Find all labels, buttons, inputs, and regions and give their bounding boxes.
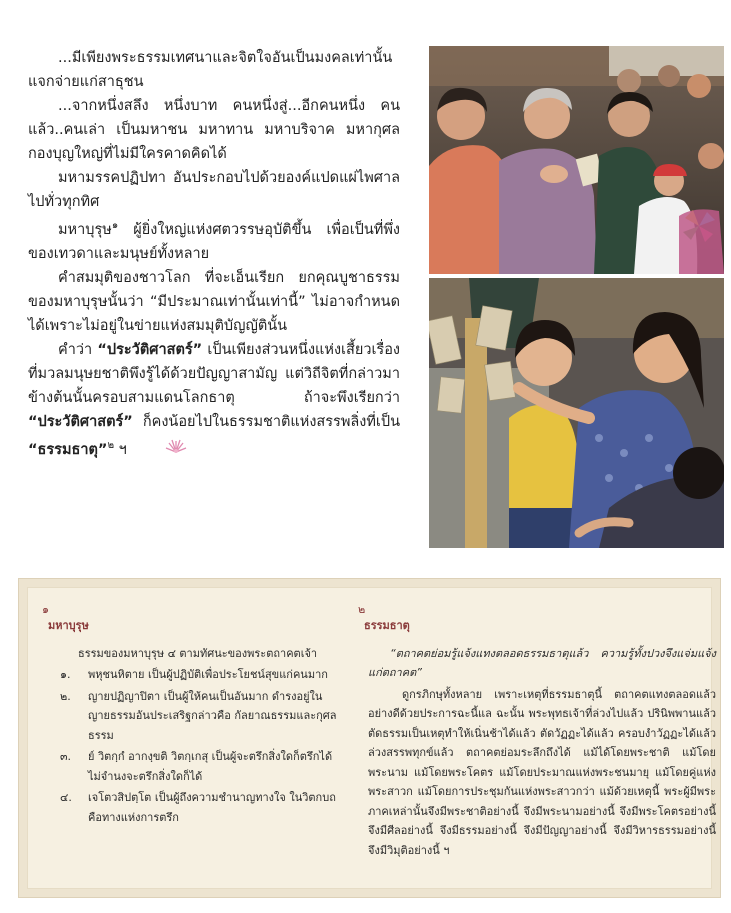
list-item-text: ญายปฏิญาปิตา เป็นผู้ให้คนเป็นอันมาก ดำรงอยู่ในญายธรรมอันประเสริฐกล่าวคือ กัลยาณธรรมและกุศลธรรม — [88, 689, 337, 742]
paragraph-6-mid: เป็นเพียงส่วนหนึ่งแห่งเสี้ยวเรื่องที่มวลมนุษยชาติพึงรู้ได้ด้วยปัญญาสามัญ แต่วิถีจิตที่กล่าวมาข้างต้นนั้นครอบสามแดนโลกธาตุ ถ้าจะพึงเรียกว่า — [28, 341, 400, 406]
girls-offering-money-tree-icon — [429, 278, 724, 548]
list-item — [42, 747, 342, 786]
paragraph-6-start: คำว่า — [58, 341, 98, 358]
paragraph-2: ...จากหนึ่งสลึง หนึ่งบาท คนหนึ่งสู่...อีกคนหนึ่ง คน แล้ว..คนเล่า เป็นมหาชน มหาทาน มหาบริจาค มหากุศล กองบุญใหญ่ที่ไม่มีใครคาดคิดได้ — [28, 98, 400, 162]
crowd-photo — [429, 46, 724, 274]
paragraph-1: ...มีเพียงพระธรรมเทศนาและจิตใจอันเป็นมงคลเท่านั้น แจกจ่ายแก่สาธุชน — [28, 50, 393, 90]
paragraph-4-rest: ผู้ยิ่งใหญ่แห่งศตวรรษอุบัติขึ้น เพื่อเป็นที่พึ่งของเทวดาและมนุษย์ทั้งหลาย — [28, 221, 400, 262]
paragraph-6-cont: ก็คงน้อยไปในธรรมชาติแห่งสรรพลิ่งที่เป็น — [132, 413, 400, 430]
history-term: “ประวัติศาสตร์” — [97, 341, 203, 358]
paragraph-6 — [28, 338, 400, 462]
crowd-elderly-women-praying-icon — [429, 46, 724, 274]
list-item — [42, 665, 342, 685]
list-item — [42, 788, 342, 827]
footnote-2 — [358, 604, 716, 860]
paragraph-3: มหามรรคปฏิปทา อันประกอบไปด้วยองค์แปดแผ่ไพศาลไปทั่วทุกทิศ — [28, 170, 400, 210]
footnote-1-lead: ธรรมของมหาบุรุษ ๔ ตามทัศนะของพระตถาคตเจ้า — [78, 646, 318, 660]
footnote-2-title: ธรรมธาตุ — [364, 619, 410, 632]
list-item-number: ๒. — [60, 689, 71, 703]
list-item-number: ๑. — [60, 668, 71, 681]
footnote-ref-1[interactable]: ๑ — [111, 220, 119, 231]
list-item — [42, 687, 342, 746]
footnote-1-title: มหาบุรุษ — [48, 619, 89, 632]
list-item-number: ๓. — [60, 750, 72, 763]
footnote-ref-2[interactable]: ๒ — [107, 439, 115, 451]
footnotes-box — [18, 578, 721, 898]
footnotes-inner — [27, 587, 716, 889]
dhamma-dhatu-term: “ธรรมธาตุ” — [28, 441, 108, 458]
footnote-2-quote: “ตถาคตย่อมรู้แจ้งแทงตลอดธรรมธาตุแล้ว ความรู้ทั้งปวงจึงแจ่มแจ้งแก่ตถาคต” — [368, 646, 716, 679]
history-term-2: “ประวัติศาสตร์” — [28, 413, 133, 430]
footnote-1 — [42, 604, 342, 829]
girls-offering-photo — [429, 278, 724, 548]
list-item-text: เจโตวสิปตฺโต เป็นผู้ถึงความชำนาญทางใจ ในวิตกบถคือทางแห่งการตรึก — [88, 791, 336, 824]
footnote-1-list — [42, 665, 342, 827]
list-item-text: พหุชนหิตาย เป็นผู้ปฏิบัติเพื่อประโยชน์สุขแก่คนมาก — [88, 668, 328, 681]
footnote-2-body: ดูกรภิกษุทั้งหลาย เพราะเหตุที่ธรรมธาตุนี้ ตถาคตแทงตลอดแล้วอย่างดีด้วยประการฉะนี้แล ฉะนั้น พระพุทธเจ้าที่ล่วงไปแล้ว ปรินิพพานแล้ว ตัดธรรมเป็นเหตุทำให้เนิ่นช้าได้แล้ว ตัดวัฏฏะได้แล้ว ครอบงำวัฏฏะได้แล้ว ล่วงสรรพทุกข์แล้ว ตถาคตย่อมระลึกถึงได้ แม้ได้โดยพระชาติ แม้โดยพระนาม แม้โดยพระโคตร แม้โดยประมาณแห่งพระชนมายุ แม้โดยคู่แห่งพระสาวก แม้โดยการประชุมกันแห่งพระสาวกว่า แม้ด้วยเหตุนี้ พระผู้มีพระภาคเหล่านั้นจึงมีพระชาติอย่างนี้ จึงมีพระนามอย่างนี้ จึงมีพระโคตรอย่างนี้ จึงมีศีลอย่างนี้ จึงมีธรรมอย่างนี้ จึงมีปัญญาอย่างนี้ จึงมีวิหารธรรมอย่างนี้ จึงมีวิมุติอย่างนี้ ฯ — [368, 687, 716, 857]
paragraph-4 — [28, 214, 400, 266]
paragraph-6-end: ฯ — [114, 441, 127, 458]
footnote-2-number: ๒ — [358, 603, 366, 616]
main-text — [28, 46, 400, 462]
list-item-number: ๔. — [60, 791, 72, 804]
footnote-1-number: ๑ — [42, 603, 49, 616]
paragraph-5: คำสมมุติของชาวโลก ที่จะเอ็นเรียก ยกคุณบูชาธรรมของมหาบุรุษนั้นว่า “มีประมาณเท่านั้นเท่านี้” ไม่อาจกำหนดได้เพราะไม่อยู่ในข่ายแห่งสมมุติบัญญัตินั้น — [28, 269, 400, 334]
list-item-text: ย์ วิตกฺกํ อากงฺขติ วิตกฺเกสุ เป็นผู้จะตรึกสิ่งใดก็ตรึกได้ ไม่จำนงจะตรึกสิ่งใดก็ได้ — [88, 750, 333, 783]
maha-burut-term: มหาบุรุษ — [58, 221, 112, 238]
lotus-flower-icon — [135, 438, 187, 462]
